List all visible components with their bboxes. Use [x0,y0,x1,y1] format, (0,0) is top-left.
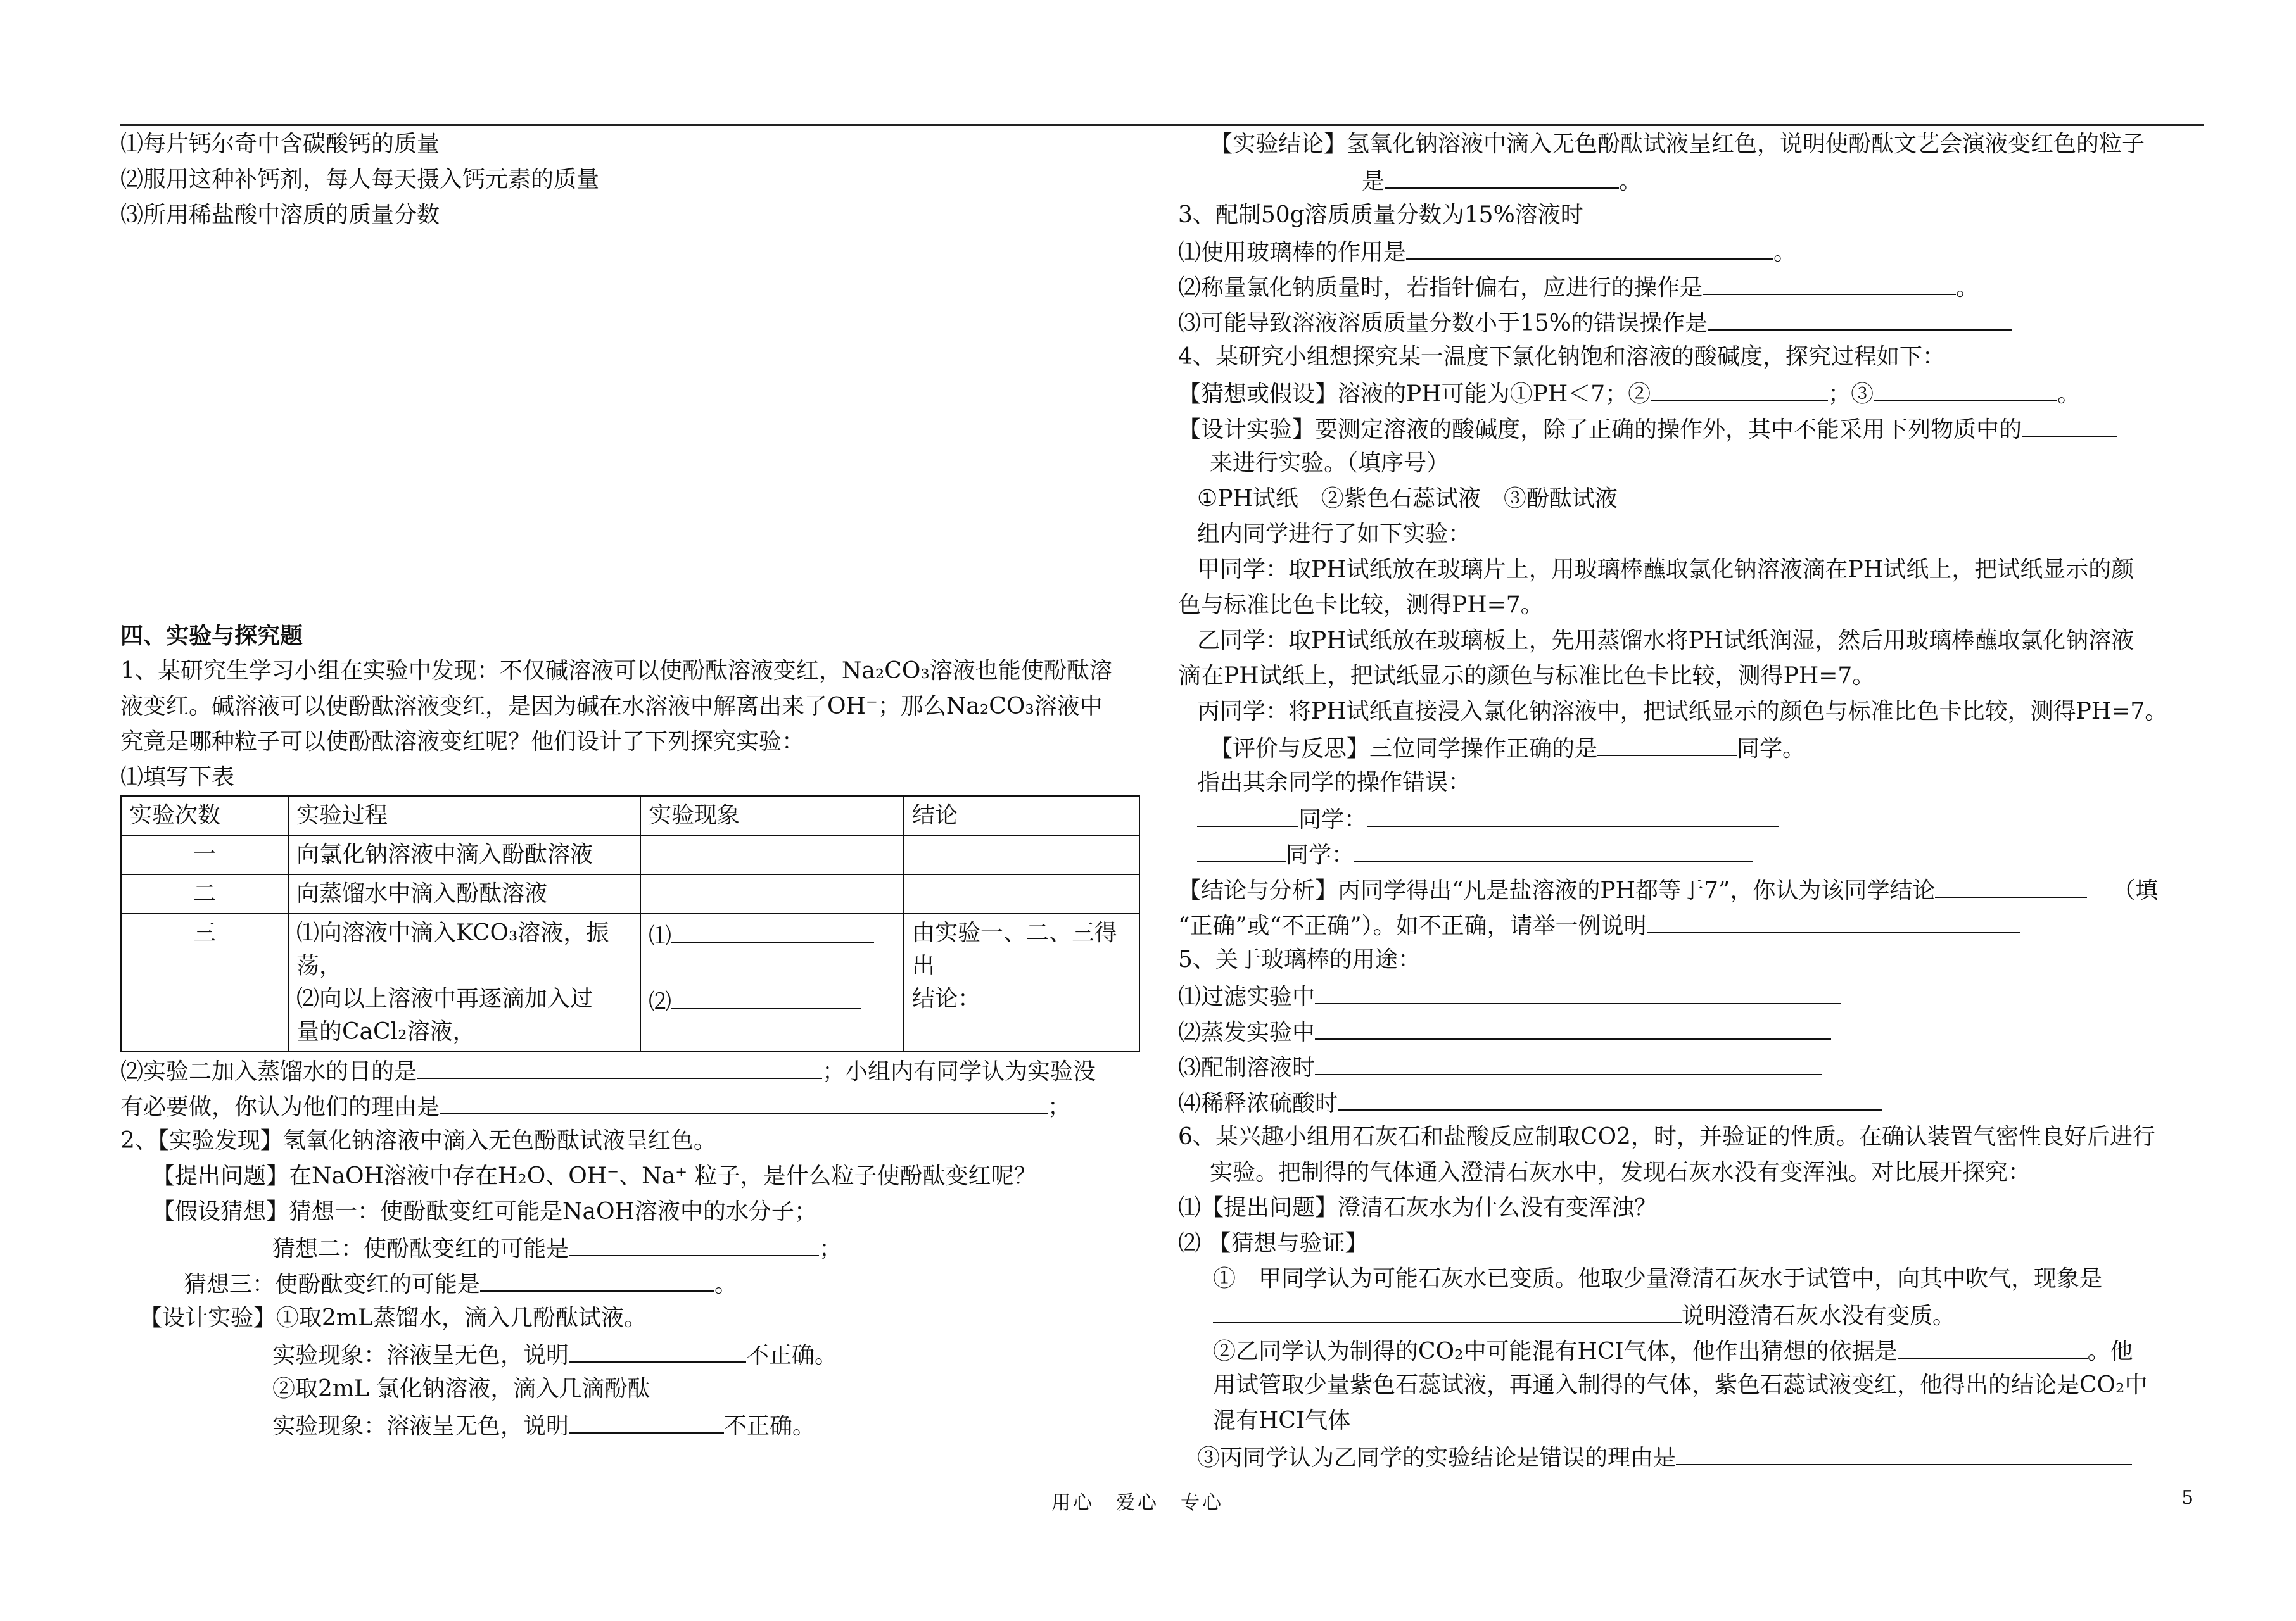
q2-guess3: 猜想三：使酚酞变红的可能是 [184,1271,481,1297]
q2-text: 2、【实验发现】氢氧化钠溶液中滴入无色酚酞试液呈红色。 [120,1128,716,1154]
header-cell: 实验次数 [121,796,288,835]
procedure-line: ⑵向以上溶液中再逐滴加入过 [296,986,593,1012]
experiment-table [120,795,1140,1052]
answer-blank[interactable] [1708,304,2012,331]
conclusion-cell [904,914,1139,1052]
q1-text-line: 究竟是哪种粒子可以使酚酞溶液变红呢？他们设计了下列探究实验： [120,729,805,755]
q5-item: ⑶配制溶液时 [1178,1055,1316,1081]
conclusion-cell[interactable] [904,874,1139,914]
answer-blank[interactable] [1676,1439,2132,1465]
q6-sub2-1: 说明澄清石灰水没有变质。 [1682,1303,1956,1329]
punct: 。 [1956,275,1979,301]
answer-blank[interactable] [1385,162,1619,189]
q1-text-line: 液变红。碱溶液可以使酚酞溶液变红，是因为碱在水溶液中解离出来了OH⁻；那么Na₂CO₃溶液中 [120,693,1103,719]
header-cell: 实验现象 [640,796,904,835]
q4-eval: 【评价与反思】三位同学操作正确的是 [1210,736,1598,762]
table-row [121,874,1139,914]
row-number: 三 [121,914,288,1052]
answer-blank[interactable] [1703,268,1956,295]
answer-blank[interactable] [569,1230,819,1256]
punct: 。 [2057,381,2081,407]
answer-blank[interactable] [1651,375,1828,401]
q1-sub2-text: ； [1048,1094,1071,1120]
q2-design: 【设计实验】①取2mL蒸馏水，滴入几酚酞试液。 [139,1305,647,1331]
answer-blank[interactable] [1315,1013,1831,1040]
q5-item: ⑷稀释浓硫酸时 [1178,1090,1338,1116]
q4-conclusion-end: （填 [2112,878,2159,904]
conclusion-cell[interactable] [904,835,1139,874]
header-cell: 实验过程 [288,796,640,835]
q6-sub2-3: ③丙同学认为乙同学的实验结论是错误的理由是 [1197,1445,1677,1471]
q6-sub1: ⑴【提出问题】澄清石灰水为什么没有变浑浊？ [1178,1195,1658,1221]
punct: 。 [1773,239,1797,265]
page-footer: 用心 爱心 专心 [1051,1492,1224,1514]
q4-yi: 乙同学：取PH试纸放在玻璃板上，先用蒸馏水将PH试纸润湿，然后用玻璃棒蘸取氯化钠溶液 [1197,628,2134,653]
q4-jia: 色与标准比色卡比较，测得PH=7。 [1178,592,1544,618]
q6-sub2-2: 用试管取少量紫色石蕊试液，再通入制得的气体，紫色石蕊试液变红，他得出的结论是CO₂中 [1213,1372,2148,1398]
q2-guess1: 【假设猜想】猜想一：使酚酞变红可能是NaOH溶液中的水分子； [152,1199,817,1225]
answer-blank[interactable] [1367,800,1779,827]
answer-blank[interactable] [480,1265,714,1292]
q4-student: 同学： [1298,807,1367,833]
q6-text: 6、某兴趣小组用石灰石和盐酸反应制取CO2，时，并验证的性质。在确认装置气密性良好后进行 [1178,1124,2155,1150]
row-number: 一 [121,835,288,874]
row-procedure: 向蒸馏水中滴入酚酞溶液 [288,874,640,914]
q3-item: ⑵称量氯化钠质量时，若指针偏右，应进行的操作是 [1178,275,1703,301]
answer-blank[interactable] [1197,800,1298,827]
procedure-line: 荡， [296,953,343,979]
answer-blank[interactable] [1354,836,1753,862]
answer-blank[interactable] [2022,410,2117,437]
q5-title: 5、关于玻璃棒的用途： [1178,947,1421,973]
q4-group: 组内同学进行了如下实验： [1197,521,1471,547]
q4-title: 4、某研究小组想探究某一温度下氯化钠饱和溶液的酸碱度，探究过程如下： [1178,344,1945,370]
observation-cell[interactable] [640,835,904,874]
answer-blank[interactable] [440,1088,1048,1114]
conclusion-text: 是 [1362,168,1385,194]
q4-design: 来进行实验。（填序号） [1210,450,1450,476]
answer-blank[interactable] [1597,729,1737,756]
answer-blank[interactable] [1213,1297,1682,1323]
page-number: 5 [2181,1487,2194,1509]
answer-blank[interactable] [1406,233,1773,260]
obs-label: ⑵ [649,989,672,1015]
conclusion-line: 由实验一、二、三得出 [912,920,1118,979]
table-header-row [121,796,1139,835]
punct: ； [819,1236,842,1262]
observation-cell[interactable] [640,874,904,914]
q1-sub2-text: ⑵实验二加入蒸馏水的目的是 [120,1059,417,1085]
q6-sub2-1: ① 甲同学认为可能石灰水已变质。他取少量澄清石灰水于试管中，向其中吹气，现象是 [1213,1266,2103,1292]
q5-item: ⑵蒸发实验中 [1178,1019,1316,1045]
q6-sub2-2-end: 。他 [2087,1339,2133,1365]
answer-blank[interactable] [1315,978,1841,1004]
table-row [121,835,1139,874]
answer-blank[interactable] [1935,871,2087,898]
q3-item: ⑴使用玻璃棒的作用是 [1178,239,1407,265]
answer-blank[interactable] [1315,1049,1822,1075]
observation-cell [640,914,904,1052]
row-procedure [288,914,640,1052]
q4-options: ①PH试纸 ②紫色石蕊试液 ③酚酞试液 [1197,486,1618,512]
q4-bing: 丙同学：将PH试纸直接浸入氯化钠溶液中，把试纸显示的颜色与标准比色卡比较，测得PH=7。 [1197,698,2168,724]
answer-blank[interactable] [1197,836,1286,862]
answer-blank[interactable] [417,1052,822,1079]
answer-space [120,233,1140,618]
calc-item-1: ⑴每片钙尔奇中含碳酸钙的质量 [120,131,440,157]
answer-blank[interactable] [1874,375,2057,401]
punct: 。 [714,1271,738,1297]
q2-design2: ②取2mL 氯化钠溶液，滴入几滴酚酞 [272,1376,650,1402]
conclusion-text: 【实验结论】氢氧化钠溶液中滴入无色酚酞试液呈红色，说明使酚酞文艺会演液变红色的粒子 [1210,131,2145,157]
q6-sub2: ⑵ 【猜想与验证】 [1178,1230,1368,1256]
q4-design: 【设计实验】要测定溶液的酸碱度，除了正确的操作外，其中不能采用下列物质中的 [1178,417,2022,443]
answer-blank[interactable] [671,983,861,1009]
procedure-line: 量的CaCl₂溶液， [296,1019,476,1045]
answer-blank[interactable] [1898,1332,2088,1359]
q2-guess2: 猜想二：使酚酞变红的可能是 [272,1236,569,1262]
q3-item: ⑶可能导致溶液溶质质量分数小于15%的错误操作是 [1178,310,1708,336]
q4-guess-mid: ；③ [1828,381,1874,407]
q6-text: 实验。把制得的气体通入澄清石灰水中，发现石灰水没有变浑浊。对比展开探究： [1210,1159,2031,1185]
procedure-line: ⑴向溶液中滴入KCO₃溶液，振 [296,920,609,946]
calc-item-2: ⑵服用这种补钙剂，每人每天摄入钙元素的质量 [120,167,600,192]
q4-guess: 【猜想或假设】溶液的PH可能为①PH＜7；② [1178,381,1651,407]
obs-label: ⑴ [649,923,672,949]
q4-eval-end: 同学。 [1737,736,1806,762]
q1-text-line: 1、某研究生学习小组在实验中发现：不仅碱溶液可以使酚酞溶液变红，Na₂CO₃溶液也能使酚酞溶 [120,658,1112,684]
answer-blank[interactable] [569,1336,746,1363]
answer-blank[interactable] [1647,907,2020,933]
header-cell: 结论 [904,796,1139,835]
section-title: 四、实验与探究题 [120,622,303,649]
row-number: 二 [121,874,288,914]
answer-blank[interactable] [569,1407,724,1434]
q4-student: 同学： [1286,842,1355,868]
header-rule [120,124,2204,126]
left-column [120,127,1140,1442]
q1-sub1: ⑴填写下表 [120,764,235,790]
conclusion-line: 结论： [912,986,981,1012]
q4-point: 指出其余同学的操作错误： [1197,769,1471,795]
q2-question: 【提出问题】在NaOH溶液中存在H₂O、OH⁻、Na⁺ 粒子，是什么粒子使酚酞变红呢？ [152,1163,1037,1189]
q6-sub2-2: 混有HCI气体 [1213,1408,1351,1434]
q4-yi: 滴在PH试纸上，把试纸显示的颜色与标准比色卡比较，测得PH=7。 [1178,663,1875,689]
row-procedure: 向氯化钠溶液中滴入酚酞溶液 [288,835,640,874]
q4-conclusion: 【结论与分析】丙同学得出“凡是盐溶液的PH都等于7”，你认为该同学结论 [1178,878,1936,904]
q2-phenomenon: 实验现象：溶液呈无色，说明 [272,1342,569,1368]
calc-item-3: ⑶所用稀盐酸中溶质的质量分数 [120,202,440,228]
punct: 。 [1619,168,1642,194]
answer-blank[interactable] [671,917,874,943]
q1-sub2-text: 有必要做，你认为他们的理由是 [120,1094,440,1120]
right-column [1178,127,2204,1474]
q1-sub2-text: ；小组内有同学认为实验没 [822,1059,1096,1085]
q3-title: 3、配制50g溶质质量分数为15%溶液时 [1178,202,1583,228]
q6-sub2-2: ②乙同学认为制得的CO₂中可能混有HCI气体，他作出猜想的依据是 [1213,1339,1898,1365]
q2-phenomenon-end: 不正确。 [724,1413,816,1439]
q2-phenomenon: 实验现象：溶液呈无色，说明 [272,1413,569,1439]
q4-jia: 甲同学：取PH试纸放在玻璃片上，用玻璃棒蘸取氯化钠溶液滴在PH试纸上，把试纸显示的颜 [1197,557,2134,583]
q4-conclusion: “正确”或“不正确”）。如不正确，请举一例说明 [1178,913,1647,939]
q5-item: ⑴过滤实验中 [1178,984,1316,1010]
q2-phenomenon-end: 不正确。 [746,1342,838,1368]
table-row [121,914,1139,1052]
answer-blank[interactable] [1338,1084,1882,1111]
